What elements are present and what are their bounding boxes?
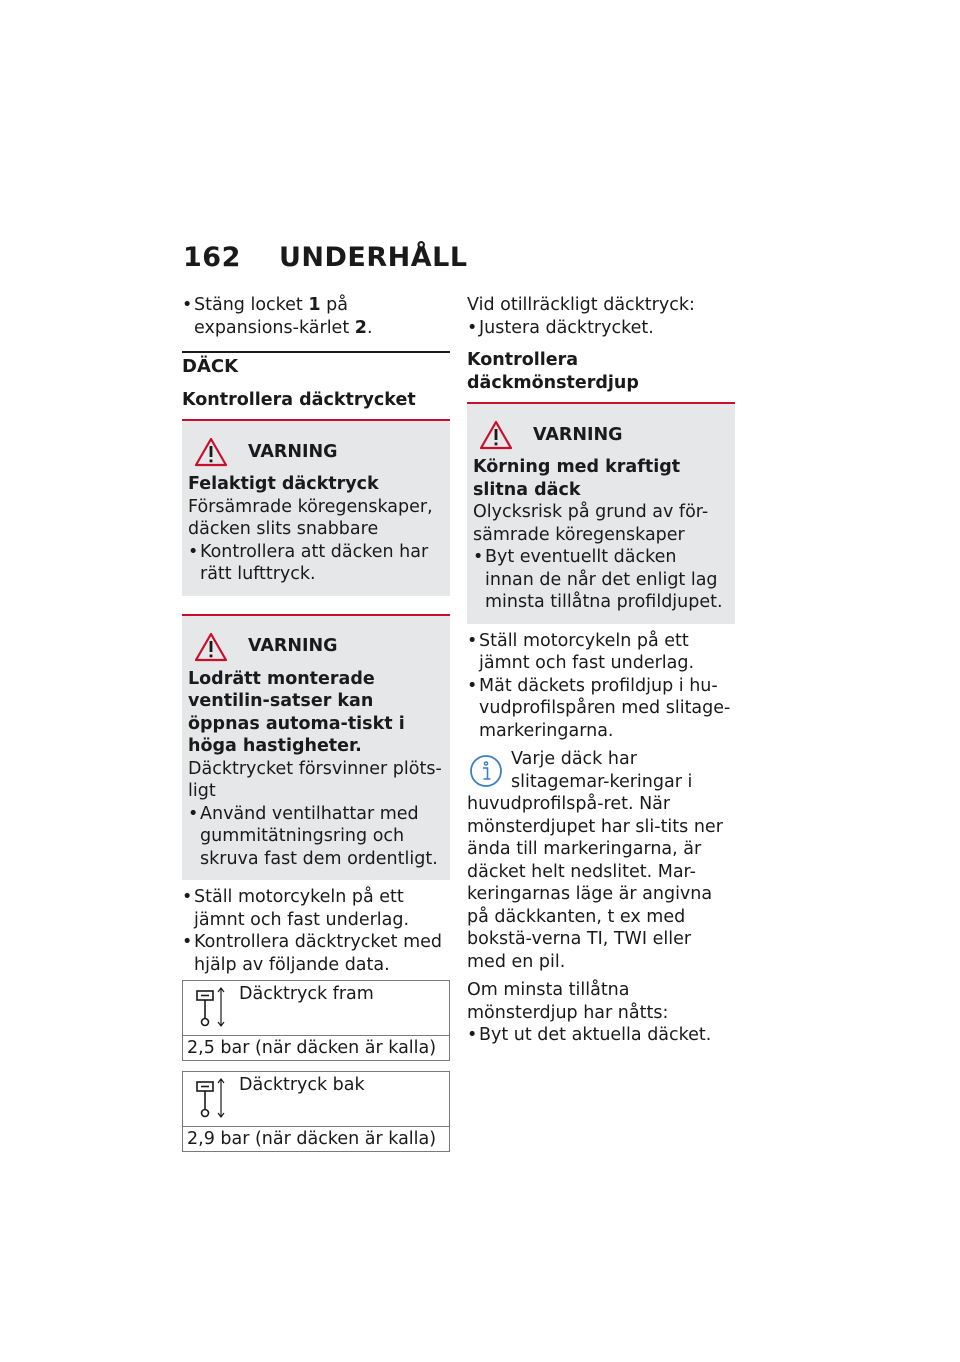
list-item: • Justera däcktrycket. [467,317,735,340]
warning-label: VARNING [248,636,338,657]
tire-pressure-rear-table [182,1071,450,1152]
warning-title: Körning med kraftigt slitna däck [473,457,681,500]
info-icon [469,754,503,788]
warning-title: Felaktigt däcktryck [188,474,379,494]
warning-action: • Kontrollera att däcken har rätt lufttryck. [188,541,444,586]
table-label: Däcktryck bak [239,1075,365,1095]
warning-label: VARNING [248,441,338,462]
warning-box [467,404,735,624]
left-column [182,294,450,1152]
warning-text: Olycksrisk på grund av för-sämrade köregenskaper [473,502,709,545]
subheading-tire-pressure: Kontrollera däcktrycket [182,389,416,410]
list-item: • Byt ut det aktuella däcket. [467,1024,735,1047]
page-title: UNDERHÅLL [279,242,468,273]
outro-text: Om minsta tillåtna mönsterdjup har nåtts: [467,980,669,1023]
right-column [467,294,735,1047]
table-value: 2,5 bar (när däcken är kalla) [183,1036,450,1061]
page-number: 162 [183,242,241,273]
warning-box [182,616,450,881]
warning-box [182,421,450,596]
table-value: 2,9 bar (när däcken är kalla) [183,1127,450,1152]
info-text: Varje däck har slitagemar-keringar i huvudprofilspå-ret. När mönsterdjupet har sli-tits ner ända till markeringarna, är däcket helt nedslitet. Mar-keringarnas läge är angivna på däckkanten, t ex med bokstä-verna TI, TWI eller med en pil. [467,749,723,972]
warning-title: Lodrätt monterade ventilin-satser kan öppnas automa-tiskt i höga hastigheter. [188,668,405,756]
section-title: DÄCK [182,356,239,377]
list-item: • Ställ motorcykeln på ett jämnt och fast underlag. [467,630,735,675]
intro-text: Vid otillräckligt däcktryck: [467,295,695,315]
tire-pressure-front-table [182,980,450,1061]
list-item: • Mät däckets profildjup i hu-vudprofilspåren med slitage-markeringarna. [467,675,735,743]
table-label: Däcktryck fram [239,984,374,1004]
warning-triangle-icon [194,632,228,662]
tire-pressure-gauge-icon [195,1076,233,1120]
intro-bullet: • Stäng locket 1 på expansions-kärlet 2. [182,294,450,339]
warning-triangle-icon [479,420,513,450]
subheading-tread-depth: Kontrollera däckmönsterdjup [467,350,639,393]
warning-triangle-icon [194,437,228,467]
warning-text: Försämrade köregenskaper, däcken slits snabbare [188,496,433,539]
tire-pressure-gauge-icon [195,985,233,1029]
list-item: • Kontrollera däcktrycket med hjälp av följande data. [182,931,450,976]
warning-action: • Använd ventilhattar med gummitätningsring och skruva fast dem ordentligt. [188,803,444,871]
warning-label: VARNING [533,424,623,445]
page-header [183,242,468,273]
list-item: • Ställ motorcykeln på ett jämnt och fast underlag. [182,886,450,931]
warning-text: Däcktrycket försvinner plöts-ligt [188,758,442,801]
warning-action: • Byt eventuellt däcken innan de når det enligt lag minsta tillåtna profildjupet. [473,546,729,614]
section-divider [182,351,450,379]
info-note [467,748,735,973]
